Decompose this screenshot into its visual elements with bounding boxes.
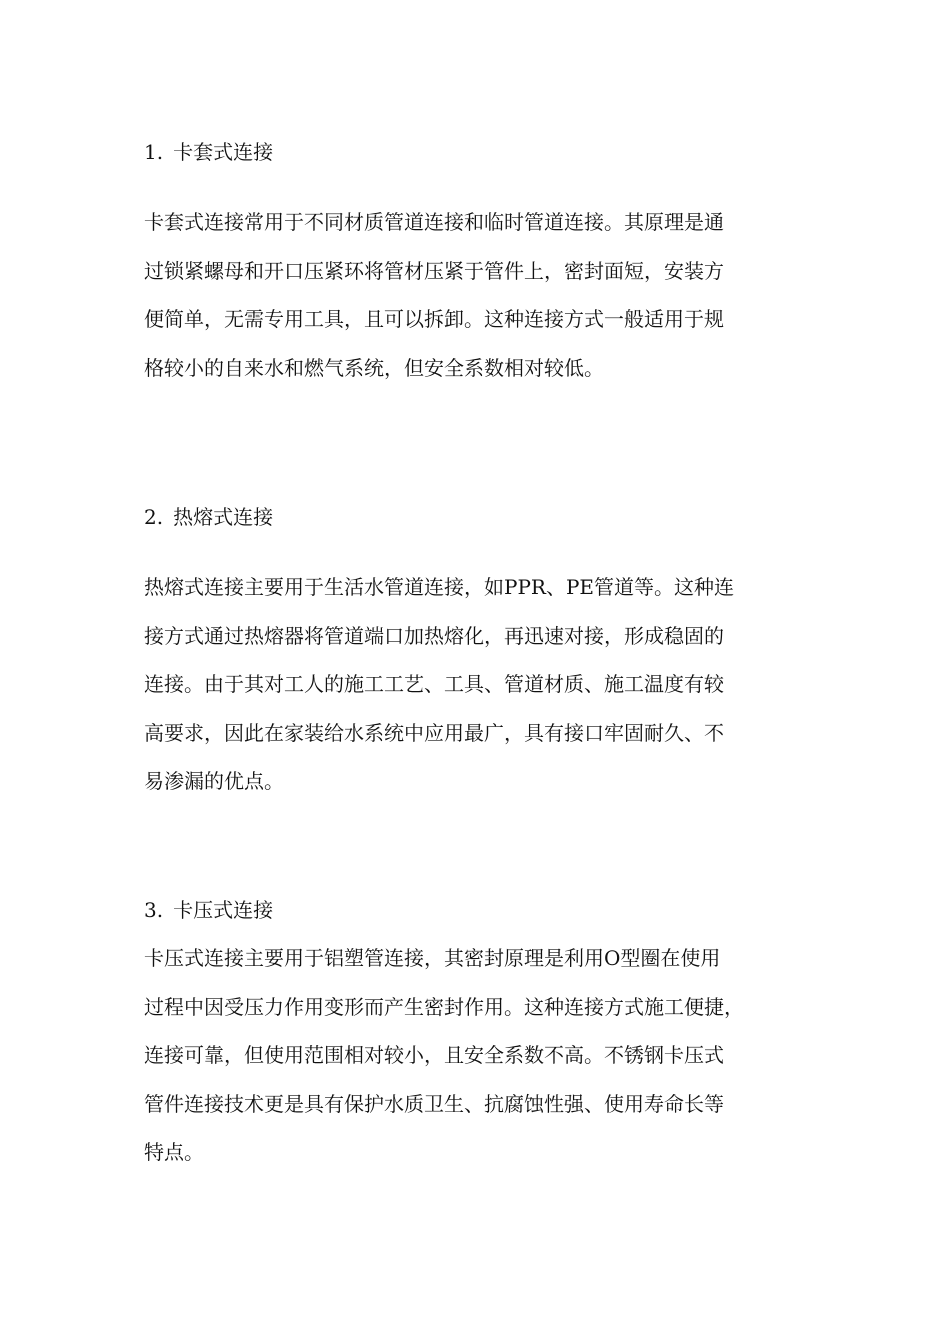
section-1-heading: [144, 138, 273, 166]
paragraph-line: 特点。: [144, 1140, 204, 1164]
paragraph-line: 便简单，无需专用工具，且可以拆卸。这种连接方式一般适用于规: [144, 307, 724, 331]
section-3-number: 3.: [144, 898, 164, 922]
paragraph-line: 卡套式连接常用于不同材质管道连接和临时管道连接。其原理是通: [144, 210, 724, 234]
paragraph-line: 格较小的自来水和燃气系统，但安全系数相对较低。: [144, 355, 604, 380]
section-1-number: 1.: [144, 140, 164, 164]
section-2-title: 热熔式连接: [173, 505, 274, 529]
paragraph-line: 管件连接技术更是具有保护水质卫生、抗腐蚀性强、使用寿命长等: [144, 1091, 724, 1116]
section-3-title: 卡压式连接: [173, 898, 274, 922]
paragraph-line: 易渗漏的优点。: [144, 769, 284, 793]
section-3-heading: [144, 896, 273, 924]
section-2-number: 2.: [144, 505, 164, 529]
section-1-title: 卡套式连接: [173, 140, 274, 164]
section-1-paragraph: [144, 198, 824, 392]
paragraph-line: 过锁紧螺母和开口压紧环将管材压紧于管件上，密封面短，安装方: [144, 258, 724, 283]
paragraph-line: 高要求，因此在家装给水系统中应用最广，具有接口牢固耐久、不: [144, 720, 724, 745]
paragraph-line: 连接可靠，但使用范围相对较小，且安全系数不高。不锈钢卡压式: [144, 1043, 724, 1067]
paragraph-line: 连接。由于其对工人的施工工艺、工具、管道材质、施工温度有较: [144, 672, 724, 696]
section-3-paragraph: [144, 934, 824, 1177]
paragraph-line: 热熔式连接主要用于生活水管道连接，如PPR、PE管道等。这种连: [144, 575, 735, 599]
paragraph-line: 卡压式连接主要用于铝塑管连接，其密封原理是利用O型圈在使用: [144, 946, 721, 970]
paragraph-line: 接方式通过热熔器将管道端口加热熔化，再迅速对接，形成稳固的: [144, 623, 724, 648]
section-2-paragraph: [144, 563, 824, 806]
paragraph-line: 过程中因受压力作用变形而产生密封作用。这种连接方式施工便捷，: [144, 994, 744, 1019]
section-2-heading: [144, 503, 273, 531]
